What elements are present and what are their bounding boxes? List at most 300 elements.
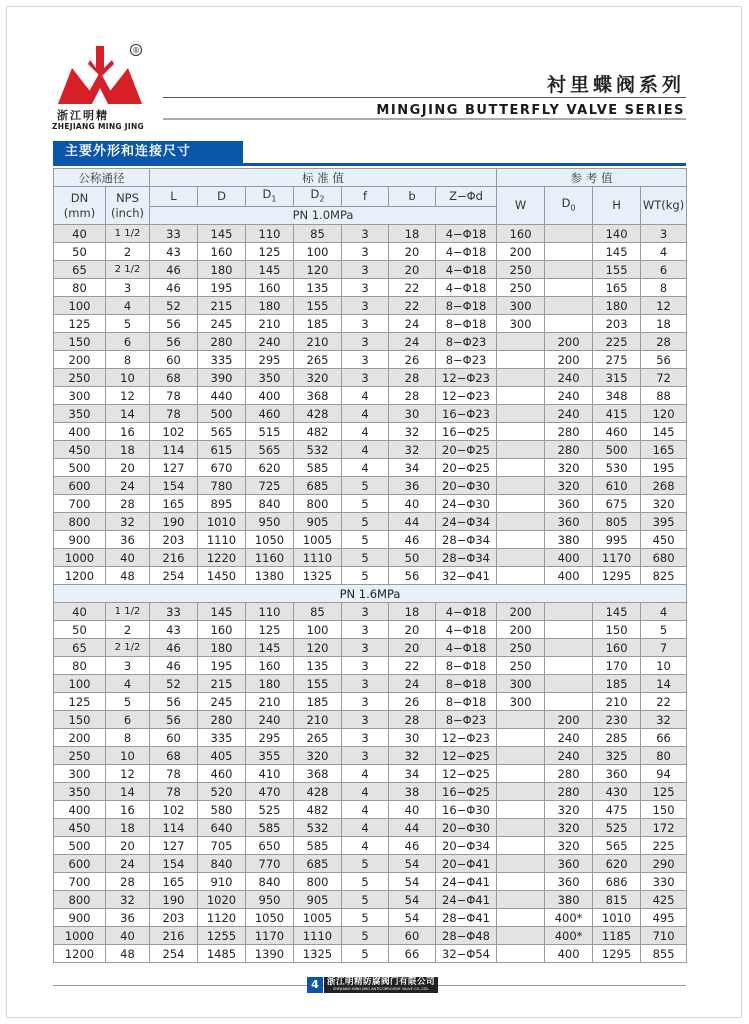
table-cell: 300 [497,675,545,693]
table-cell: 3 [342,747,389,765]
table-cell: 3 [342,675,389,693]
table-cell [497,495,545,513]
table-cell: 8−Φ18 [436,657,497,675]
table-cell: 66 [389,945,436,963]
table-cell: 150 [54,711,106,729]
table-cell: 620 [246,459,294,477]
table-cell: 20 [389,621,436,639]
table-cell: 800 [294,495,342,513]
table-cell: 585 [294,459,342,477]
table-row [54,621,687,639]
table-cell: 4 [342,405,389,423]
table-cell: 36 [106,531,150,549]
table-cell: 1110 [198,531,246,549]
table-cell: 265 [294,351,342,369]
table-cell: 32 [389,747,436,765]
table-cell: 368 [294,765,342,783]
table-cell: 3 [342,711,389,729]
table-cell: 46 [150,639,198,657]
table-cell: 3 [342,639,389,657]
table-cell: 203 [150,909,198,927]
table-cell: 12−Φ25 [436,765,497,783]
wt-header: WT(kg) [641,187,687,225]
d-header: D [198,187,246,207]
table-cell: 855 [641,945,687,963]
table-cell: 54 [389,873,436,891]
table-cell: 33 [150,603,198,621]
table-cell: 8−Φ18 [436,297,497,315]
table-cell: 150 [54,333,106,351]
table-cell: 1485 [198,945,246,963]
table-cell: 195 [641,459,687,477]
table-cell: 280 [198,333,246,351]
table-cell: 5 [342,513,389,531]
table-cell: 185 [294,315,342,333]
table-cell: 85 [294,225,342,243]
table-cell: 565 [198,423,246,441]
table-cell: 1010 [198,513,246,531]
h-header: H [593,187,641,225]
table-cell: 4 [342,783,389,801]
table-cell: 482 [294,801,342,819]
table-cell: 440 [198,387,246,405]
table-cell: 1255 [198,927,246,945]
table-cell: 24 [106,855,150,873]
table-cell: 16−Φ25 [436,783,497,801]
table-row [54,315,687,333]
table-cell: 65 [54,261,106,279]
table-cell: 428 [294,405,342,423]
table-row [54,603,687,621]
pn2-label-section [54,585,687,603]
table-cell: 185 [294,693,342,711]
table-cell: 120 [641,405,687,423]
table-cell: 686 [593,873,641,891]
table-cell: 165 [150,495,198,513]
table-cell: 1050 [246,909,294,927]
table-cell: 200 [497,621,545,639]
table-cell: 428 [294,783,342,801]
table-cell: 482 [294,423,342,441]
table-cell: 40 [106,549,150,567]
table-cell: 240 [246,711,294,729]
pn1-table-body [54,225,687,585]
table-cell [545,297,593,315]
table-row [54,495,687,513]
table-cell: 650 [246,837,294,855]
table-cell: 395 [641,513,687,531]
table-cell: 280 [545,783,593,801]
table-row [54,783,687,801]
table-cell: 905 [294,891,342,909]
table-cell: 400 [54,423,106,441]
table-cell: 265 [294,729,342,747]
table-cell: 180 [198,639,246,657]
table-cell: 585 [294,837,342,855]
table-cell: 900 [54,909,106,927]
table-cell: 295 [246,729,294,747]
table-cell: 10 [106,747,150,765]
table-row [54,711,687,729]
table-cell: 46 [150,657,198,675]
table-cell: 710 [641,927,687,945]
table-cell: 180 [246,675,294,693]
table-cell: 145 [198,603,246,621]
table-cell [497,441,545,459]
table-cell [497,801,545,819]
table-cell: 8 [106,729,150,747]
table-cell: 127 [150,837,198,855]
table-cell: 12 [641,297,687,315]
table-cell: 225 [593,333,641,351]
table-cell: 250 [497,657,545,675]
table-cell: 280 [198,711,246,729]
table-row [54,657,687,675]
table-cell: 520 [198,783,246,801]
table-cell: 5 [342,477,389,495]
table-cell [497,477,545,495]
table-cell: 14 [641,675,687,693]
table-cell: 360 [545,495,593,513]
table-cell: 160 [246,279,294,297]
table-cell: 16 [106,801,150,819]
table-cell [497,513,545,531]
table-cell: 240 [545,369,593,387]
table-cell: 14 [106,405,150,423]
dn-header: DN (mm) [54,187,106,225]
table-cell: 705 [198,837,246,855]
table-cell: 200 [497,603,545,621]
table-cell: 1325 [294,945,342,963]
table-cell: 12−Φ23 [436,729,497,747]
table-cell: 160 [198,621,246,639]
d0-header: $D_0$ [545,187,593,225]
table-cell: 145 [641,423,687,441]
table-cell: 180 [246,297,294,315]
table-cell: 475 [593,801,641,819]
table-cell [497,747,545,765]
table-cell: 240 [545,387,593,405]
table-cell: 20−Φ25 [436,459,497,477]
table-cell: 54 [389,909,436,927]
footer-company-badge [324,977,438,993]
table-cell: 5 [342,909,389,927]
table-cell: 280 [545,765,593,783]
table-cell: 268 [641,477,687,495]
table-cell: 56 [389,567,436,585]
table-cell: 3 [641,225,687,243]
table-cell: 3 [342,729,389,747]
table-cell: 1010 [593,909,641,927]
table-cell: 125 [641,783,687,801]
table-cell: 8−Φ23 [436,333,497,351]
table-cell: 60 [389,927,436,945]
table-cell: 360 [545,855,593,873]
table-cell [497,567,545,585]
table-row [54,369,687,387]
table-cell: 12−Φ25 [436,747,497,765]
table-cell: 1200 [54,945,106,963]
table-cell: 165 [150,873,198,891]
table-cell: 20 [389,261,436,279]
d2-header: $D_2$ [294,187,342,207]
table-cell [497,549,545,567]
table-cell: 150 [641,801,687,819]
table-cell: 24 [389,315,436,333]
table-cell: 615 [198,441,246,459]
table-cell: 170 [593,657,641,675]
table-cell: 245 [198,315,246,333]
table-cell [497,891,545,909]
table-cell: 300 [497,297,545,315]
table-cell: 100 [294,243,342,261]
table-cell: 28−Φ48 [436,927,497,945]
table-cell: 210 [246,315,294,333]
table-cell: 135 [294,279,342,297]
table-cell: 995 [593,531,641,549]
table-cell: 20−Φ30 [436,819,497,837]
table-cell: 160 [198,243,246,261]
table-cell: 110 [246,603,294,621]
table-cell [497,369,545,387]
registered-mark: ® [132,46,140,55]
table-cell: 580 [198,801,246,819]
table-cell: 4−Φ18 [436,621,497,639]
table-cell: 200 [497,243,545,261]
table-cell: 100 [54,297,106,315]
table-cell: 216 [150,927,198,945]
table-cell: 32 [641,711,687,729]
table-cell: 4−Φ18 [436,225,497,243]
table-cell: 2 [106,243,150,261]
pn1-label: PN 1.0MPa [150,207,497,225]
table-cell: 3 [342,333,389,351]
table-cell: 5 [342,531,389,549]
table-cell: 125 [246,243,294,261]
table-cell: 470 [246,783,294,801]
table-row [54,891,687,909]
table-cell: 52 [150,675,198,693]
table-cell: 3 [106,657,150,675]
table-cell: 32 [106,891,150,909]
table-row [54,243,687,261]
table-cell: 8 [106,351,150,369]
table-cell: 5 [342,855,389,873]
table-cell: 216 [150,549,198,567]
table-cell: 8−Φ18 [436,693,497,711]
table-cell: 895 [198,495,246,513]
table-cell: 240 [545,729,593,747]
table-cell: 4 [342,441,389,459]
dimensions-table [53,168,687,963]
table-row [54,459,687,477]
table-cell: 190 [150,891,198,909]
table-cell: 450 [54,819,106,837]
table-cell: 430 [593,783,641,801]
table-cell: 22 [389,279,436,297]
table-cell: 3 [342,315,389,333]
table-cell: 525 [593,819,641,837]
table-row [54,747,687,765]
table-cell: 5 [342,945,389,963]
table-cell: 22 [389,297,436,315]
table-row [54,531,687,549]
table-cell: 102 [150,423,198,441]
table-cell: 28 [389,369,436,387]
table-cell: 700 [54,495,106,513]
table-cell: 368 [294,387,342,405]
table-cell: 530 [593,459,641,477]
table-cell: 320 [545,837,593,855]
table-cell: 24 [106,477,150,495]
table-cell: 114 [150,441,198,459]
table-cell: 94 [641,765,687,783]
table-cell: 26 [389,693,436,711]
table-cell: 200 [545,711,593,729]
table-cell: 12−Φ23 [436,369,497,387]
table-cell: 46 [389,837,436,855]
table-cell: 500 [54,837,106,855]
table-cell: 280 [545,441,593,459]
table-cell: 3 [342,351,389,369]
table-cell: 125 [246,621,294,639]
table-cell: 20−Φ41 [436,855,497,873]
table-cell: 195 [198,279,246,297]
table-cell: 3 [342,693,389,711]
table-cell [497,387,545,405]
header-divider-shadow [163,118,686,120]
table-cell: 40 [389,495,436,513]
table-cell: 1005 [294,531,342,549]
table-cell: 348 [593,387,641,405]
table-cell: 400 [545,549,593,567]
table-cell: 28 [106,495,150,513]
table-cell [497,927,545,945]
table-row [54,261,687,279]
table-row [54,675,687,693]
table-cell: 500 [198,405,246,423]
table-cell: 4 [342,765,389,783]
table-row [54,387,687,405]
table-cell: 20 [389,639,436,657]
table-cell: 1050 [246,531,294,549]
table-cell: 125 [54,693,106,711]
table-cell: 26 [389,351,436,369]
brand-name-cn: 浙江明精 [57,109,109,122]
table-cell: 154 [150,855,198,873]
table-cell: 38 [389,783,436,801]
table-row [54,225,687,243]
table-cell: 22 [641,693,687,711]
table-cell: 250 [497,279,545,297]
table-cell: 155 [294,297,342,315]
table-cell: 16−Φ25 [436,423,497,441]
table-cell: 172 [641,819,687,837]
table-cell: 114 [150,819,198,837]
table-cell: 18 [106,441,150,459]
table-cell: 28 [389,387,436,405]
table-cell: 400 [545,945,593,963]
table-cell: 46 [150,279,198,297]
table-cell: 210 [294,711,342,729]
table-cell [545,657,593,675]
table-cell: 28−Φ34 [436,549,497,567]
table-cell: 127 [150,459,198,477]
table-cell: 203 [593,315,641,333]
table-cell: 200 [54,351,106,369]
table-cell: 1220 [198,549,246,567]
table-cell: 725 [246,477,294,495]
table-cell: 88 [641,387,687,405]
table-cell: 685 [294,477,342,495]
table-row [54,567,687,585]
table-cell: 3 [342,225,389,243]
table-cell: 18 [389,603,436,621]
table-cell: 12−Φ23 [436,387,497,405]
table-cell: 22 [389,657,436,675]
table-row [54,423,687,441]
table-cell: 50 [54,621,106,639]
table-cell [497,909,545,927]
w-header: W [497,187,545,225]
table-cell: 10 [106,369,150,387]
f-header: f [342,187,389,207]
table-cell [545,225,593,243]
table-cell: 180 [198,261,246,279]
table-cell: 3 [342,279,389,297]
table-cell: 4 [641,603,687,621]
standard-group-header: 标 准 值 [150,169,497,187]
table-cell: 300 [54,765,106,783]
table-cell: 80 [641,747,687,765]
table-cell: 3 [342,261,389,279]
table-cell: 6 [106,333,150,351]
table-cell: 4−Φ18 [436,279,497,297]
table-cell: 800 [54,891,106,909]
table-cell: 1170 [593,549,641,567]
table-cell: 450 [641,531,687,549]
table-row [54,819,687,837]
table-cell: 4−Φ18 [436,639,497,657]
table-cell: 500 [54,459,106,477]
table-cell: 40 [54,225,106,243]
table-cell: 335 [198,351,246,369]
table-cell: 43 [150,621,198,639]
table-cell: 40 [389,801,436,819]
table-cell: 120 [294,639,342,657]
table-cell: 350 [54,405,106,423]
table-cell: 4−Φ18 [436,261,497,279]
table-cell: 254 [150,567,198,585]
table-cell: 20−Φ25 [436,441,497,459]
table-cell: 3 [342,297,389,315]
table-cell: 330 [641,873,687,891]
table-cell: 200 [545,333,593,351]
table-cell: 4−Φ18 [436,603,497,621]
table-cell: 1295 [593,945,641,963]
table-cell: 210 [246,693,294,711]
table-cell: 215 [198,675,246,693]
table-cell: 36 [106,909,150,927]
table-cell: 450 [54,441,106,459]
table-cell: 700 [54,873,106,891]
table-cell: 350 [246,369,294,387]
table-cell: 68 [150,369,198,387]
table-cell: 840 [246,873,294,891]
table-cell: 24−Φ34 [436,513,497,531]
table-row [54,549,687,567]
table-cell: 2 1/2 [106,261,150,279]
